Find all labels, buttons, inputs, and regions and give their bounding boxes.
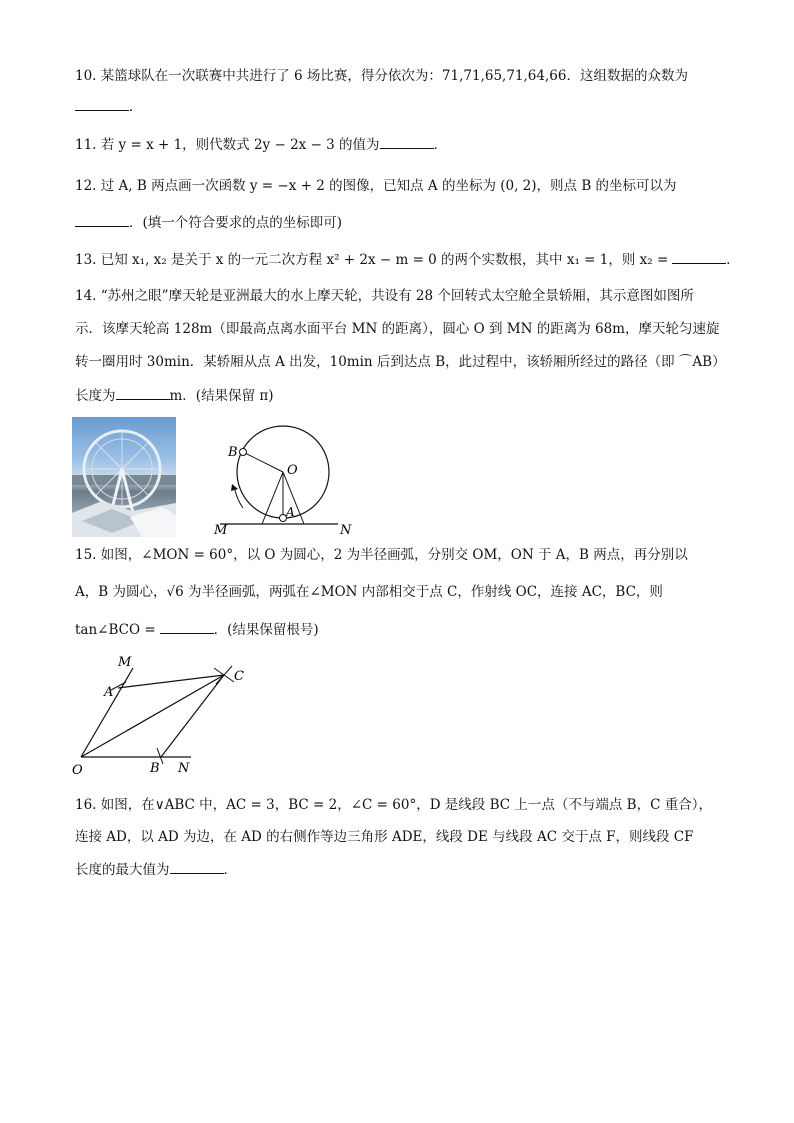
q10-line-2 xyxy=(75,96,143,117)
point-B xyxy=(240,449,247,456)
q10-line-1: 10. 某篮球队在一次联赛中共进行了 6 场比赛，得分依次为：71,71,65,71,64,66．这组数据的众数为 xyxy=(75,68,688,84)
q12-line-1: 12. 过 A, B 两点画一次函数 y = −x + 2 的图像，已知点 A 的坐标为 (0, 2)，则点 B 的坐标可以为 xyxy=(75,178,677,194)
label-B: B xyxy=(150,761,160,776)
q11-text: 11. 若 y = x + 1，则代数式 2y − 2x − 3 的值为 xyxy=(75,137,380,153)
answer-blank[interactable] xyxy=(75,212,129,227)
answer-blank[interactable] xyxy=(380,134,434,149)
q14-line-1: 14. “苏州之眼”摩天轮是亚洲最大的水上摩天轮，共设有 28 个回转式太空舱全景轿厢，其示意图如图所 xyxy=(75,288,694,304)
q16-line-2: 连接 AD，以 AD 为边，在 AD 的右侧作等边三角形 ADE，线段 DE 与线段 AC 交于点 F，则线段 CF xyxy=(75,829,694,845)
segment-OB xyxy=(243,452,283,472)
q12-line2-end: ．(填一个符合要求的点的坐标即可) xyxy=(129,215,343,231)
figure-15-angle-construction xyxy=(66,652,266,778)
label-M: M xyxy=(118,655,132,670)
q16-line-1: 16. 如图，在∨ABC 中，AC = 3，BC = 2，∠C = 60°，D 是线段 BC 上一点（不与端点 B，C 重合）， xyxy=(75,797,712,813)
q12-line-2 xyxy=(75,212,342,233)
q15-line3-start: tan∠BCO = xyxy=(75,622,156,638)
q15-line-2: A，B 为圆心，√6 为半径画弧，两弧在∠MON 内部相交于点 C，作射线 OC，连接 AC，BC，则 xyxy=(75,584,663,600)
q14-line-2: 示．该摩天轮高 128m（即最高点离水面平台 MN 的距离），圆心 O 到 MN 的距离为 68m，摩天轮匀速旋 xyxy=(75,321,720,337)
answer-blank[interactable] xyxy=(75,96,129,111)
label-A: A xyxy=(286,505,295,519)
q15-line3-end: ．(结果保留根号) xyxy=(213,622,319,638)
label-C: C xyxy=(234,669,244,684)
q13-text: 13. 已知 x₁, x₂ 是关于 x 的一元二次方程 x² + 2x − m = 0 的两个实数根，其中 x₁ = 1，则 x₂ = xyxy=(75,252,669,268)
figure-14-ferris-wheel-diagram xyxy=(210,422,360,540)
q13-end: ． xyxy=(726,252,740,268)
label-O: O xyxy=(72,763,83,778)
arc-mark-C-2 xyxy=(216,666,232,684)
segment-BC xyxy=(161,675,224,757)
q11-end: ． xyxy=(433,137,448,153)
label-O: O xyxy=(287,463,298,478)
q13-line xyxy=(75,249,740,270)
ferris-wheel-photo xyxy=(72,417,176,537)
q10-line2-end: ． xyxy=(129,99,143,115)
q16-line3-end: ． xyxy=(223,862,237,878)
q15-line-3 xyxy=(75,619,319,640)
q16-line-3 xyxy=(75,859,237,880)
label-N: N xyxy=(178,761,190,776)
q14-line4-end: m．(结果保留 π) xyxy=(169,388,274,404)
answer-blank[interactable] xyxy=(116,385,170,400)
label-B: B xyxy=(228,445,238,460)
answer-blank[interactable] xyxy=(672,249,726,264)
ray-OC xyxy=(81,675,224,757)
label-N: N xyxy=(340,523,352,538)
segment-AC xyxy=(118,675,224,688)
q14-line-4 xyxy=(75,385,274,406)
label-A: A xyxy=(104,685,114,700)
rotation-arrow-head xyxy=(231,484,238,491)
ferris-wheel-photo-drawing xyxy=(72,417,176,537)
label-M: M xyxy=(214,523,228,538)
q16-line3-start: 长度的最大值为 xyxy=(75,862,170,878)
q15-line-1: 15. 如图，∠MON = 60°，以 O 为圆心，2 为半径画弧，分别交 OM，ON 于 A，B 两点，再分别以 xyxy=(75,547,688,563)
q11-line xyxy=(75,134,447,155)
q14-line-3: 转一圈用时 30min．某轿厢从点 A 出发，10min 后到达点 B，此过程中，该轿厢所经过的路径（即 ⌒AB） xyxy=(75,354,726,370)
ray-OM xyxy=(81,668,133,757)
answer-blank[interactable] xyxy=(160,619,214,634)
answer-blank[interactable] xyxy=(170,859,224,874)
q14-line4-start: 长度为 xyxy=(75,388,116,404)
